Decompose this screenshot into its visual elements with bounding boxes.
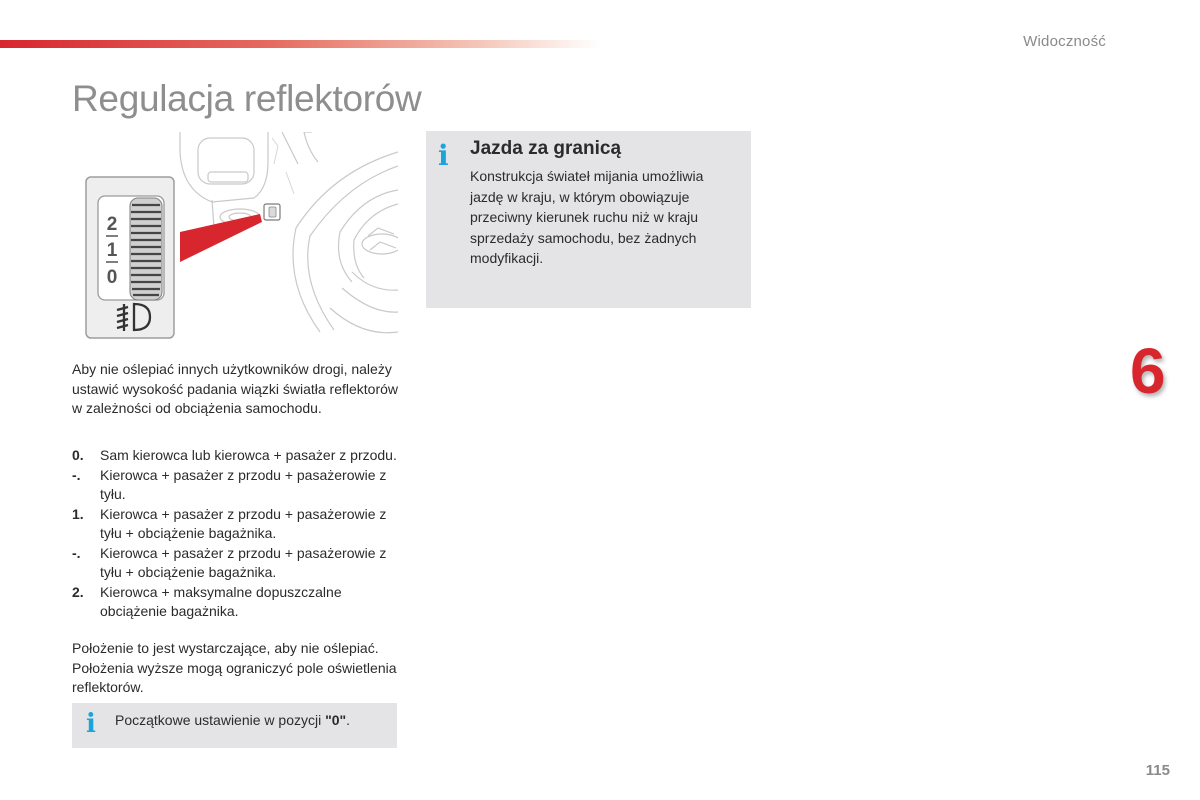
note-text-prefix: Początkowe ustawienie w pozycji [115,712,326,728]
initial-setting-note [72,703,397,748]
thumbwheel [130,198,162,300]
position-description: Kierowca + pasażer z przodu + pasażerowie z tyłu. [100,466,387,502]
intro-paragraph: Aby nie oślepiać innych użytkowników drogi, należy ustawić wysokość padania wiązki światła reflektorów w zależności od obciążenia samochodu. [72,361,399,416]
note-value: "0" [325,712,347,728]
position-key: 1. [72,505,84,522]
position-key: 2. [72,583,84,600]
info-heading: Jazda za granicą [470,138,622,159]
position-description: Kierowca + pasażer z przodu + pasażerowie z tyłu + obciążenie bagażnika. [100,505,387,541]
dial-mark-1: 1 [106,240,118,261]
list-item [72,583,402,622]
summary-paragraph: Położenie to jest wystarczające, aby nie oślepiać. Położenia wyższe mogą ograniczyć pole oświetlenia reflektorów. [72,640,397,695]
section-name: Widoczność [1023,33,1106,50]
dial-mark-0: 0 [106,267,118,288]
note-text [115,712,350,728]
page-title: Regulacja reflektorów [72,78,422,119]
position-key: -. [72,466,81,483]
list-item [72,544,402,583]
position-description: Kierowca + pasażer z przodu + pasażerowie z tyłu + obciążenie bagażnika. [100,544,387,580]
dial-mark-2: 2 [106,214,118,235]
info-icon: i [86,709,96,739]
chapter-number: 6 [1130,335,1166,407]
list-item [72,466,402,505]
position-key: 0. [72,447,84,463]
position-description: Kierowca + maksymalne dopuszczalne obciążenie bagażnika. [100,583,342,619]
headlamp-adjustment-illustration [72,132,398,344]
header-accent-stripe [0,40,600,48]
driving-abroad-box [426,131,751,308]
list-item [72,505,402,544]
info-icon: i [438,139,449,172]
list-item [72,446,402,466]
position-description: Sam kierowca lub kierowca + pasażer z przodu. [100,447,397,463]
load-position-list [72,446,402,622]
page-number: 115 [1145,762,1170,779]
info-body: Konstrukcja świateł mijania umożliwia jazdę w kraju, w którym obowiązuje przeciwny kierunek ruchu niż w kraju sprzedaży samochodu, bez żadnych modyfikacji. [470,168,704,266]
position-key: -. [72,544,81,561]
note-text-suffix: . [346,712,351,728]
